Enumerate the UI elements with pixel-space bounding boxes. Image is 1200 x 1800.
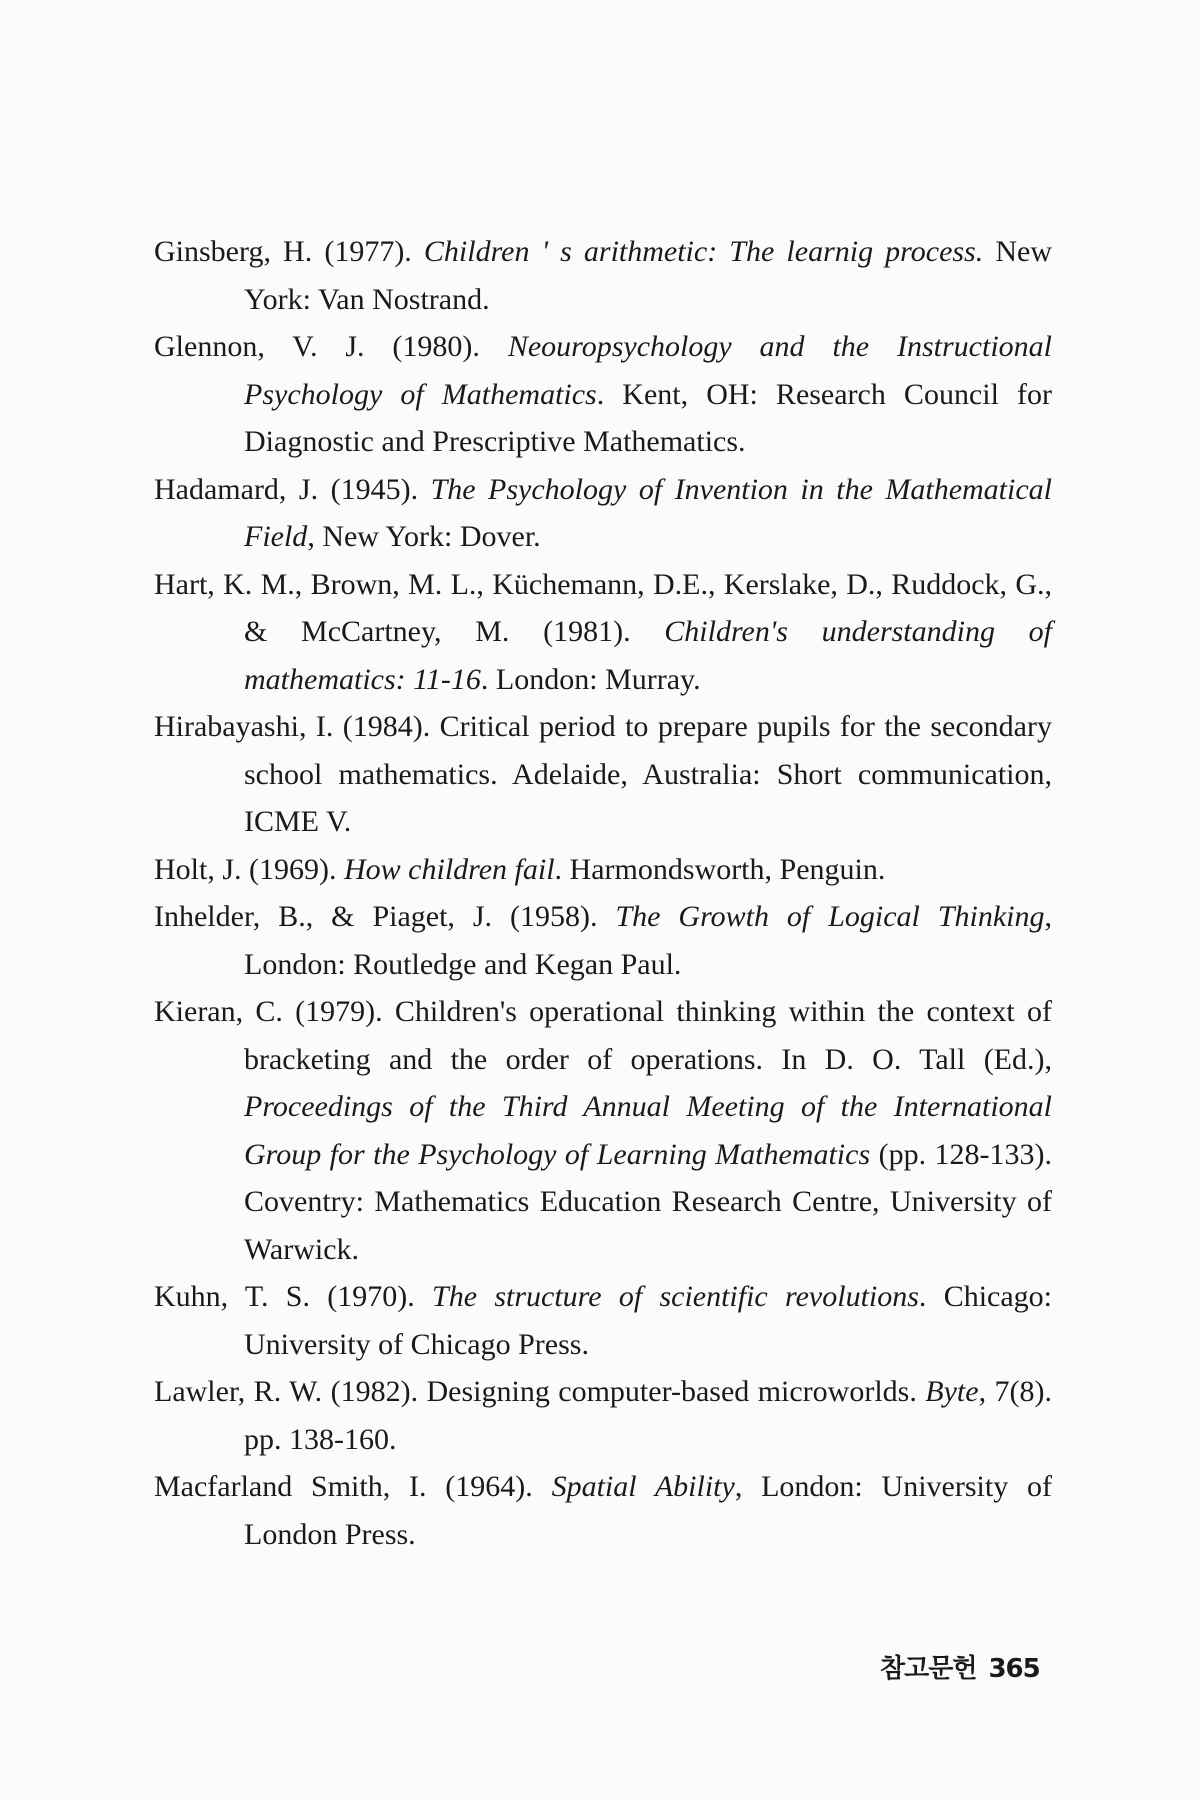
ref-title: Byte (925, 1375, 979, 1408)
page-number: 365 (988, 1654, 1040, 1684)
ref-text: . London: Murray. (480, 662, 701, 696)
ref-text: Hart, K. M., Brown, M. L., Küchemann, D.E., Kerslake, D., Ruddock, G., & McCartney, M. (1981). (154, 567, 1052, 648)
ref-text: , London: Routledge and Kegan Paul. (244, 900, 1053, 981)
reference-entry (154, 1273, 1052, 1368)
ref-text: New York: Van Nostrand. (244, 235, 1052, 316)
page-footer (880, 1648, 1040, 1685)
ref-title: Spatial Ability (551, 1470, 735, 1503)
ref-text: . Harmondsworth, Penguin. (554, 852, 886, 886)
reference-entry (154, 846, 1052, 894)
ref-title: The Growth of Logical Thinking (615, 900, 1045, 933)
ref-text: Inhelder, B., & Piaget, J. (1958). (154, 900, 616, 933)
reference-entry (154, 988, 1052, 1273)
reference-entry (154, 466, 1052, 561)
ref-title: Children ' s arithmetic: The learnig process. (423, 235, 984, 268)
ref-title: Children's understanding of mathematics: 11-16 (244, 615, 1052, 696)
reference-entry (154, 561, 1052, 704)
reference-entry (154, 893, 1052, 988)
ref-title: The structure of scientific revolutions (432, 1280, 919, 1313)
reference-list (154, 228, 1052, 1558)
ref-text: Kieran, C. (1979). Children's operational thinking within the context of bracketing and the order of operations. In D. O. Tall (Ed.), (154, 995, 1052, 1076)
ref-title: The Psychology of Invention in the Mathematical Field (244, 472, 1052, 553)
ref-text: Lawler, R. W. (1982). Designing computer-based microworlds. (154, 1375, 926, 1408)
ref-text: , New York: Dover. (307, 520, 541, 553)
ref-text: Holt, J. (1969). (154, 852, 344, 886)
ref-title: Neouropsychology and the Instructional Psychology of Mathematics (244, 330, 1052, 411)
ref-text: (pp. 128-133). Coventry: Mathematics Education Research Centre, University of Warwick. (244, 1137, 1052, 1266)
ref-text: . Kent, OH: Research Council for Diagnostic and Prescriptive Mathematics. (244, 377, 1052, 458)
ref-title: Proceedings of the Third Annual Meeting of the International Group for the Psychology of Learning Mathematics (244, 1090, 1052, 1171)
ref-text: Macfarland Smith, I. (1964). (154, 1470, 552, 1503)
ref-text: Kuhn, T. S. (1970). (154, 1280, 433, 1313)
ref-text: Hirabayashi, I. (1984). Critical period to prepare pupils for the secondary school mathematics. Adelaide, Australia: Short communication, ICME V. (154, 710, 1052, 838)
reference-entry (154, 228, 1052, 323)
ref-text: , London: University of London Press. (244, 1470, 1052, 1551)
running-section-title: 참고문헌 (880, 1654, 977, 1684)
ref-title: How children fail (344, 852, 555, 886)
ref-text: Glennon, V. J. (1980). (154, 330, 508, 363)
reference-entry (154, 703, 1052, 846)
reference-entry (154, 1368, 1052, 1463)
ref-text: , 7(8). pp. 138-160. (244, 1375, 1052, 1456)
ref-text: . Chicago: University of Chicago Press. (244, 1280, 1053, 1361)
ref-text: Ginsberg, H. (1977). (154, 235, 424, 268)
reference-entry (154, 1463, 1052, 1558)
ref-text: Hadamard, J. (1945). (154, 472, 431, 506)
reference-entry (154, 323, 1052, 466)
